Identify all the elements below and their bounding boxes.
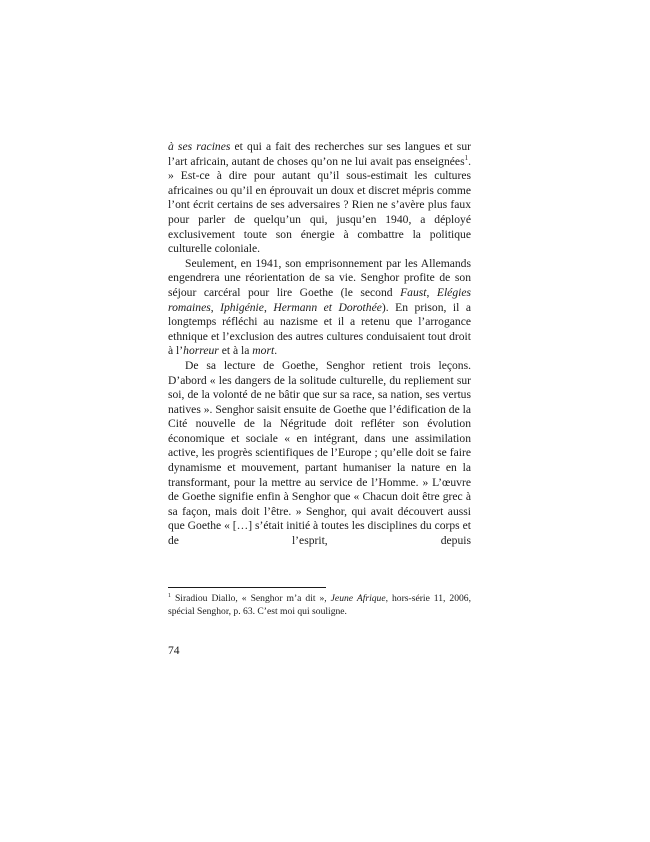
paragraph-1	[168, 140, 471, 257]
footnote-1	[168, 593, 471, 618]
text-run: Seulement, en 1941, son emprisonnement par les Allemands engendrera une réorientation de sa vie. Senghor profite de son séjour carcéral pour lire Goethe (le second	[168, 256, 471, 299]
italic-text: Hermann et Dorothée	[273, 300, 382, 314]
italic-text: Jeune Afrique	[330, 593, 386, 604]
paragraph-3	[168, 359, 471, 549]
text-run: ,	[210, 300, 221, 314]
italic-text: mort	[252, 344, 275, 358]
italic-text: Faust	[400, 285, 427, 299]
text-run: ,	[263, 300, 274, 314]
text-run: ). En prison, il a longtemps réfléchi au nazisme et il a retenu que l’arrogance ethnique et l’exclusion des autres cultures conduisaient tout droit à l’	[168, 300, 471, 358]
italic-text: Elégies romaines	[168, 285, 471, 314]
italic-text: Iphigénie	[220, 300, 264, 314]
text-run: Siradiou Diallo, « Senghor m’a dit »,	[171, 593, 331, 604]
footnote-divider	[168, 587, 326, 588]
text-run: et à la	[218, 344, 253, 358]
text-run: .	[274, 344, 278, 358]
italic-text: à ses racines	[168, 140, 231, 153]
text-run: et qui a fait des recherches sur ses langues et sur l’art africain, autant de choses qu’on ne lui avait pas enseignées	[168, 140, 471, 168]
text-run: , hors-série 11, 2006, spécial Senghor, p. 63. C’est moi qui souligne.	[168, 593, 471, 617]
text-run: De sa lecture de Goethe, Senghor retient trois leçons. D’abord « les dangers de la solitude culturelle, du repliement sur soi, de la volonté de ne bâtir que sur sa race, sa nation, ses vertus natives ». Senghor saisit ensuite de Goethe que l’édification de la Cité nouvelle de la Négritude doit refléter son évolution économique et sociale « en intégrant, dans une assimilation active, les progrès scientifiques de l’Europe ; qu’elle doit se faire dynamisme et mouvement, partant humaniser la nature en la transformant, pour la mettre au service de l’Homme. » L’œuvre de Goethe signifie enfin à Senghor que « Chacun doit être grec à sa façon, mais doit l’être. » Senghor, qui avait découvert aussi que Goethe « […] s’était initié à toutes les disciplines du corps et de l’esprit, depuis	[168, 358, 471, 548]
italic-text: horreur	[183, 344, 219, 358]
footnote-ref: 1	[464, 153, 469, 162]
footnote-number: 1	[168, 592, 171, 599]
paragraph-2	[168, 257, 471, 359]
footnote-text	[168, 593, 471, 617]
page-number: 74	[168, 644, 180, 657]
text-run: . » Est-ce à dire pour autant qu’il sous-estimait les cultures africaines ou qu’il en éprouvait un doux et discret mépris comme l’ont écrit certains de ses adversaires ? Rien ne s’avère plus faux pour parler de quelqu’un qui, jusqu’en 1940, a déployé exclusivement toute son énergie à combattre la politique culturelle coloniale.	[168, 154, 471, 256]
page-body	[168, 140, 471, 549]
text-run: ,	[426, 285, 437, 299]
